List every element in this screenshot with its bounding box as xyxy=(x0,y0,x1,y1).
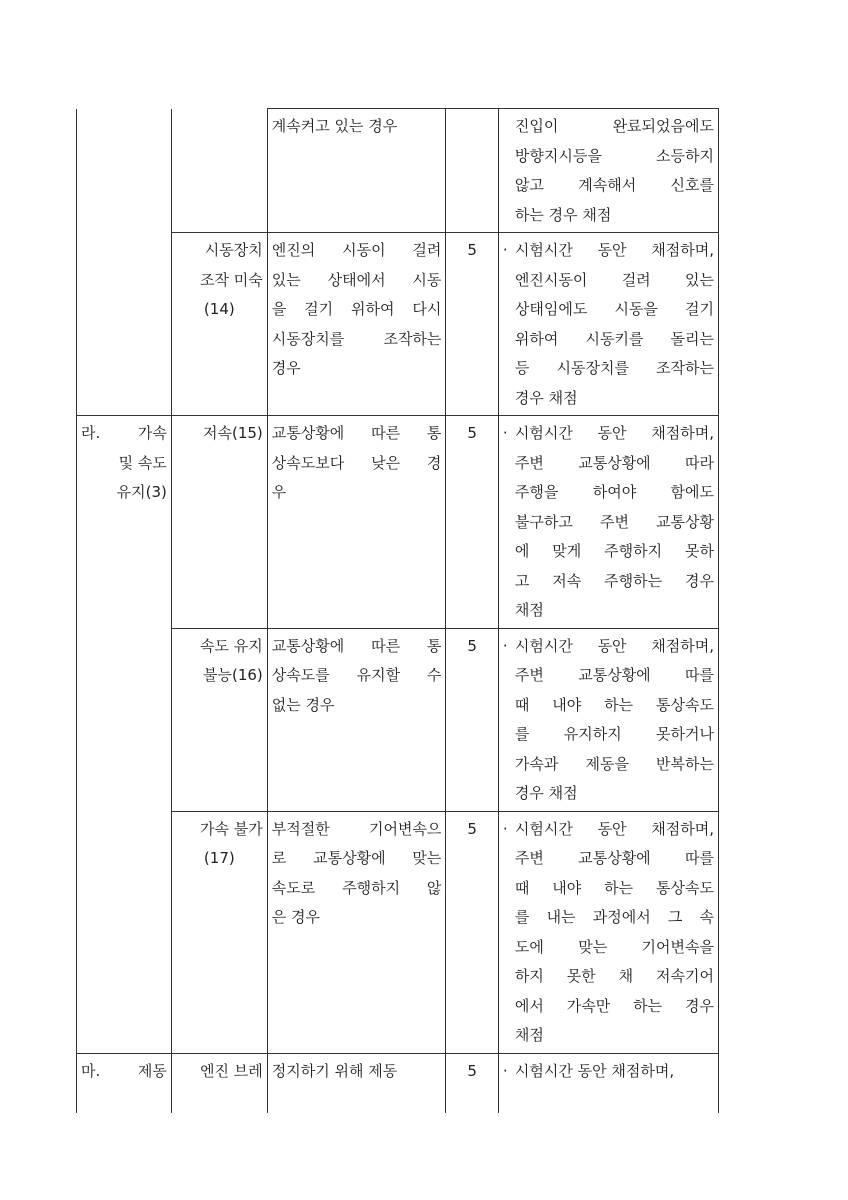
text-line: 속도 유지 xyxy=(200,636,263,655)
table-row xyxy=(77,628,719,811)
text-line: 은 경우 xyxy=(271,908,321,926)
text-line: 경우 xyxy=(271,359,301,377)
table-row xyxy=(77,811,719,1053)
text-line: 시험시간 동안 채점하며, xyxy=(514,636,714,655)
table-row xyxy=(77,1053,719,1113)
score-cell: 5 xyxy=(446,628,498,811)
condition-cell xyxy=(267,628,446,811)
text-line: 주변 교통상황에 따를 xyxy=(514,666,714,684)
item-text xyxy=(176,1057,263,1087)
scoring-table-body xyxy=(77,109,719,1114)
bullet-mark: · xyxy=(502,636,508,655)
text-line: 유지(3) xyxy=(116,483,167,501)
category-text xyxy=(81,419,167,508)
scoring-table xyxy=(76,108,719,1113)
text-line: 를 내는 과정에서 그 속 xyxy=(514,908,714,926)
text-line: 에서 가속만 하는 경우 xyxy=(514,996,714,1015)
text-line: 주변 교통상황에 따를 xyxy=(514,849,714,867)
criteria-cell xyxy=(498,811,718,1053)
item-text xyxy=(176,419,263,449)
criteria-body xyxy=(515,815,714,1051)
text-line: 우 xyxy=(271,483,287,501)
item-cell xyxy=(171,233,267,416)
item-cell xyxy=(171,811,267,1053)
text-line: 계속켜고 있는 경우 xyxy=(271,117,398,135)
text-line: 시험시간 동안 채점하며, xyxy=(514,1061,675,1080)
criteria-cell xyxy=(498,628,718,811)
criteria-text xyxy=(503,815,714,1051)
text-line: 마. 제동 xyxy=(81,1061,167,1080)
text-line: 있는 상태에서 시동 xyxy=(271,270,442,289)
text-line: 엔진 브레 xyxy=(200,1061,263,1080)
criteria-body xyxy=(515,236,714,413)
criteria-text xyxy=(503,112,714,230)
text-line: 및 속도 xyxy=(118,453,167,472)
item-cell xyxy=(171,1053,267,1113)
condition-text xyxy=(272,632,442,721)
item-cell xyxy=(171,416,267,629)
score-cell: 5 xyxy=(446,416,498,629)
text-line: 경우 채점 xyxy=(514,388,578,407)
text-line: (17) xyxy=(203,849,235,867)
category-cell xyxy=(77,1053,172,1113)
text-line: 채점 xyxy=(514,1026,544,1044)
text-line: 도에 맞는 기어변속을 xyxy=(514,937,714,956)
text-line: 상속도보다 낮은 경 xyxy=(271,453,442,472)
condition-text xyxy=(272,815,442,933)
text-line: 시동장치 xyxy=(204,241,263,259)
category-cell xyxy=(77,811,172,1053)
text-line: 가속 불가 xyxy=(200,819,263,838)
table-row xyxy=(77,416,719,629)
item-text xyxy=(176,236,263,325)
item-text xyxy=(176,815,263,874)
category-text xyxy=(81,1057,167,1087)
criteria-cell xyxy=(498,416,718,629)
criteria-cell xyxy=(498,233,718,416)
criteria-body xyxy=(515,1057,714,1087)
condition-cell xyxy=(267,811,446,1053)
category-cell xyxy=(77,233,172,416)
text-line: 방향지시등을 소등하지 xyxy=(514,146,714,165)
text-line: 부적절한 기어변속으 xyxy=(271,819,442,838)
text-line: 하지 못한 채 저속기어 xyxy=(514,967,714,985)
text-line: 상속도를 유지할 수 xyxy=(271,666,442,684)
text-line: 불구하고 주변 교통상황 xyxy=(514,512,714,531)
text-line: (14) xyxy=(203,300,235,318)
condition-text xyxy=(272,112,442,142)
text-line: 불능(16) xyxy=(202,666,263,684)
score-cell: 5 xyxy=(446,811,498,1053)
text-line: 고 저속 주행하는 경우 xyxy=(514,571,714,590)
text-line: 에 맞게 주행하지 못하 xyxy=(514,542,714,560)
condition-text xyxy=(272,236,442,384)
text-line: 교통상황에 따른 통 xyxy=(271,636,442,655)
text-line: 하는 경우 채점 xyxy=(514,205,612,224)
text-line: 속도로 주행하지 않 xyxy=(271,878,442,897)
text-line: 엔진시동이 걸려 있는 xyxy=(514,270,714,289)
text-line: 않고 계속해서 신호를 xyxy=(514,176,714,194)
criteria-cell xyxy=(498,1053,718,1113)
bullet-mark: · xyxy=(502,241,508,259)
text-line: 조작 미숙 xyxy=(200,270,263,289)
criteria-text xyxy=(503,419,714,626)
bullet-mark: · xyxy=(502,819,508,838)
item-cell xyxy=(171,109,267,233)
criteria-body xyxy=(515,419,714,626)
condition-cell xyxy=(267,109,446,233)
condition-cell xyxy=(267,1053,446,1113)
criteria-body xyxy=(515,632,714,809)
criteria-body xyxy=(515,112,714,230)
text-line: 때 내야 하는 통상속도 xyxy=(514,695,714,714)
text-line: 엔진의 시동이 걸려 xyxy=(271,241,442,259)
category-cell xyxy=(77,628,172,811)
item-cell xyxy=(171,628,267,811)
condition-text xyxy=(272,419,442,508)
table-row xyxy=(77,233,719,416)
category-cell xyxy=(77,109,172,233)
text-line: 주행을 하여야 함에도 xyxy=(514,483,714,501)
criteria-text xyxy=(503,1057,714,1087)
text-line: 채점 xyxy=(514,601,544,619)
criteria-cell xyxy=(498,109,718,233)
text-line: 경우 채점 xyxy=(514,784,578,802)
condition-cell xyxy=(267,233,446,416)
text-line: 위하여 시동키를 돌리는 xyxy=(514,329,714,348)
score-cell xyxy=(446,109,498,233)
text-line: 시험시간 동안 채점하며, xyxy=(514,819,714,838)
text-line: 없는 경우 xyxy=(271,695,335,714)
condition-text xyxy=(272,1057,442,1087)
text-line: 를 유지하지 못하거나 xyxy=(514,725,714,743)
text-line: 시동장치를 조작하는 xyxy=(271,329,442,348)
text-line: 가속과 제동을 반복하는 xyxy=(514,754,714,773)
text-line: 등 시동장치를 조작하는 xyxy=(514,359,714,377)
bullet-mark: · xyxy=(502,424,508,442)
text-line: 로 교통상황에 맞는 xyxy=(271,849,442,867)
text-line: 시험시간 동안 채점하며, xyxy=(514,424,714,442)
score-cell: 5 xyxy=(446,1053,498,1113)
text-line: 때 내야 하는 통상속도 xyxy=(514,878,714,897)
bullet-mark xyxy=(503,112,515,230)
item-text xyxy=(176,632,263,691)
text-line: 교통상황에 따른 통 xyxy=(271,424,442,442)
text-line: 라. 가속 xyxy=(81,424,167,442)
text-line: 진입이 완료되었음에도 xyxy=(514,117,714,135)
text-line: 시험시간 동안 채점하며, xyxy=(514,241,714,259)
score-cell: 5 xyxy=(446,233,498,416)
condition-cell xyxy=(267,416,446,629)
category-cell xyxy=(77,416,172,629)
text-line: 상태임에도 시동을 걸기 xyxy=(514,300,714,318)
text-line: 저속(15) xyxy=(202,424,263,442)
criteria-text xyxy=(503,236,714,413)
text-line: 주변 교통상황에 따라 xyxy=(514,453,714,472)
text-line: 을 걸기 위하여 다시 xyxy=(271,300,442,318)
text-line: 정지하기 위해 제동 xyxy=(271,1061,398,1080)
criteria-text xyxy=(503,632,714,809)
table-row xyxy=(77,109,719,233)
bullet-mark: · xyxy=(502,1061,508,1080)
